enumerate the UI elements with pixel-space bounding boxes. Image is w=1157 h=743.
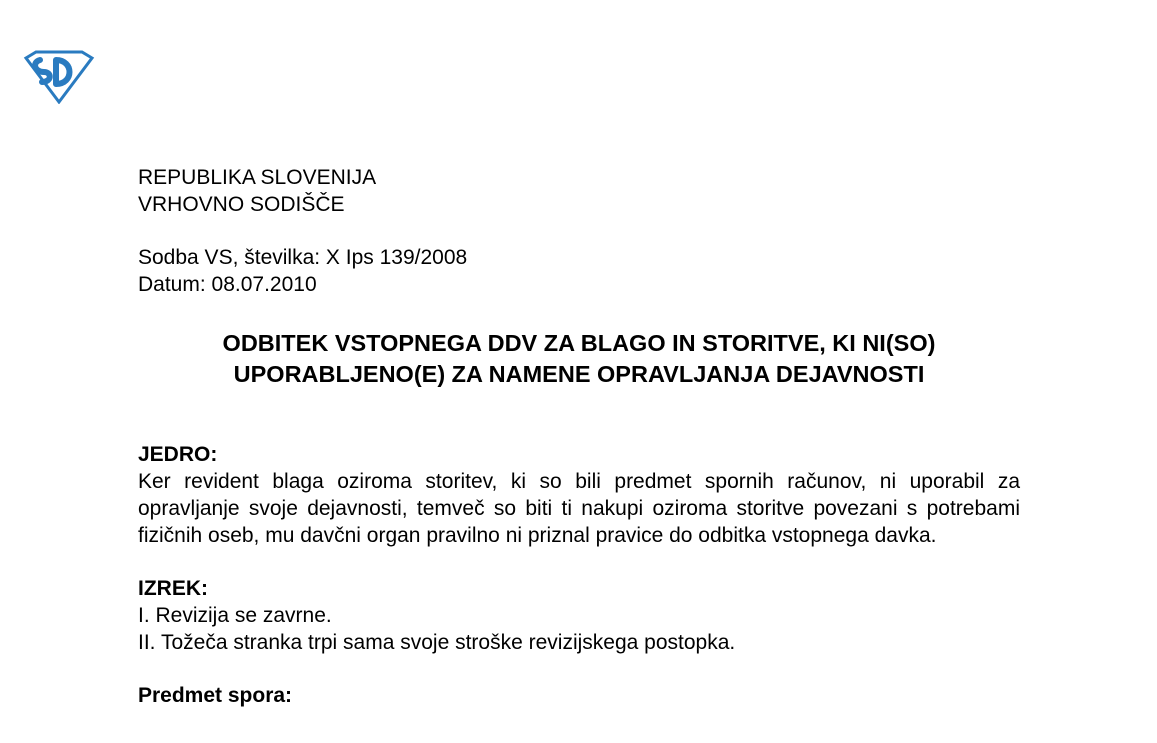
jedro-heading: JEDRO: [138,443,218,466]
case-number: Sodba VS, številka: X Ips 139/2008 [138,246,468,269]
document-title [138,328,1020,390]
title-line-1: ODBITEK VSTOPNEGA DDV ZA BLAGO IN STORITVE, KI NI(SO) [222,330,936,356]
jedro-text: Ker revident blaga oziroma storitev, ki so bili predmet spornih računov, ni uporabil za opravljanje svoje dejavnosti, temveč so biti ti nakupi oziroma storitve povezani s potrebami fizičnih oseb, mu davčni organ pravilno ni priznal pravice do odbitka vstopnega davka. [138,470,1020,547]
izrek-item-1: I. Revizija se zavrne. [138,604,332,627]
decision-date: Datum: 08.07.2010 [138,273,317,296]
izrek-heading: IZREK: [138,577,208,600]
header-court: VRHOVNO SODIŠČE [138,193,345,216]
court-logo-icon [22,50,96,104]
document-body [138,164,1020,709]
title-line-2: UPORABLJENO(E) ZA NAMENE OPRAVLJANJA DEJAVNOSTI [233,361,925,387]
izrek-item-2: II. Tožeča stranka trpi sama svoje stroške revizijskega postopka. [138,631,736,654]
header-republic: REPUBLIKA SLOVENIJA [138,166,377,189]
predmet-heading: Predmet spora: [138,684,293,707]
